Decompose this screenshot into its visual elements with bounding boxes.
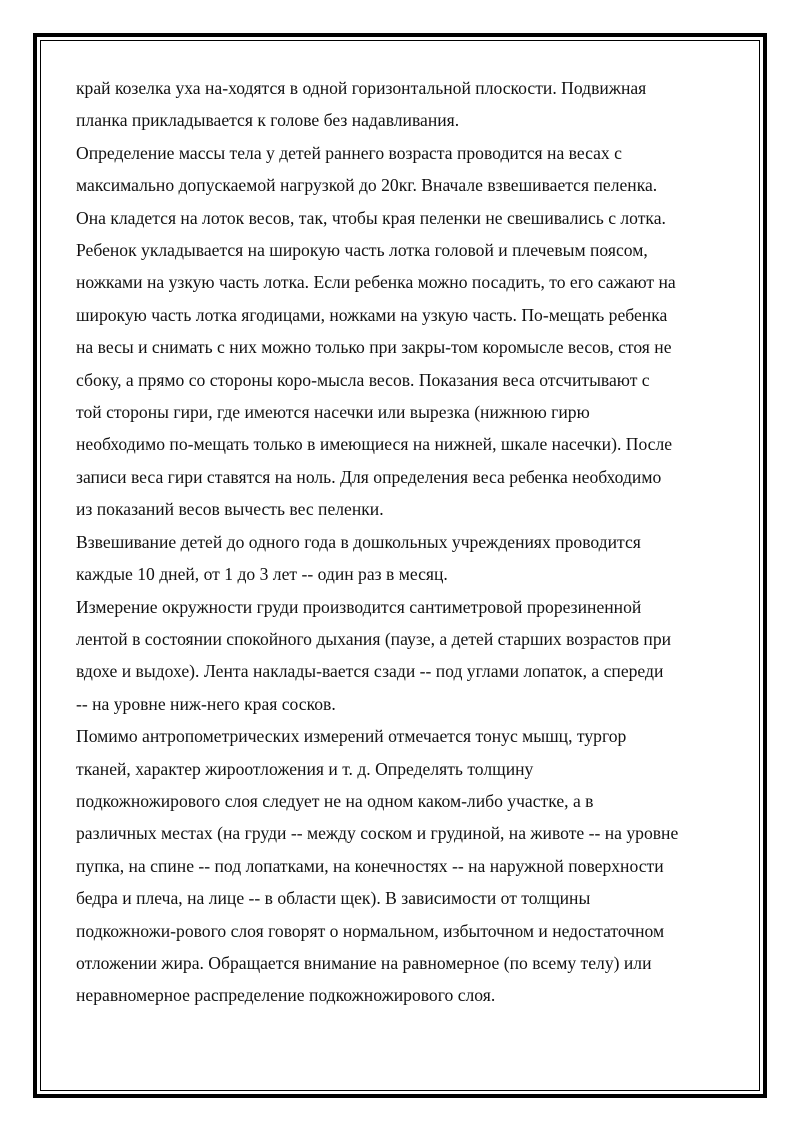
text-line: записи веса гири ставятся на ноль. Для определения веса ребенка необходимо [76,466,662,487]
text-line: тканей, характер жироотложения и т. д. Определять толщину [76,758,534,779]
text-line: лентой в состоянии спокойного дыхания (паузе, а детей старших возрастов при [76,628,672,649]
document-body [76,72,736,1012]
text-line: Ребенок укладывается на широкую часть лотка головой и плечевым поясом, [76,240,648,261]
text-line: Она кладется на лоток весов, так, чтобы края пеленки не свешивались с лотка. [76,207,666,228]
text-line: подкожножирового слоя следует не на одном каком-либо участке, а в [76,790,594,811]
text-line: пупка, на спине -- под лопатками, на конечностях -- на наружной поверхности [76,855,664,876]
text-line: Помимо антропометрических измерений отмечается тонус мышц, тургор [76,726,627,747]
text-line: Определение массы тела у детей раннего возраста проводится на весах с [76,142,622,163]
text-line: из показаний весов вычесть вес пеленки. [76,499,384,520]
text-line: широкую часть лотка ягодицами, ножками на узкую часть. По-мещать ребенка [76,304,668,325]
text-line: необходимо по-мещать только в имеющиеся на нижней, шкале насечки). После [76,434,673,455]
text-line: максимально допускаемой нагрузкой до 20кг. Вначале взвешивается пеленка. [76,175,658,196]
text-line: сбоку, а прямо со стороны коро-мысла весов. Показания веса отсчитывают с [76,369,650,390]
text-line: край козелка уха на-ходятся в одной горизонтальной плоскости. Подвижная [76,78,647,98]
text-line: Измерение окружности груди производится сантиметровой прорезиненной [76,596,642,617]
text-line: бедра и плеча, на лице -- в области щек). В зависимости от толщины [76,888,591,909]
text-line: подкожножи-рового слоя говорят о нормальном, избыточном и недостаточном [76,920,665,941]
text-line: -- на уровне ниж-него края сосков. [76,693,336,714]
text-line: Взвешивание детей до одного года в дошкольных учреждениях проводится [76,531,641,552]
text-line: различных местах (на груди -- между соском и грудиной, на животе -- на уровне [76,823,679,844]
text-line: на весы и снимать с них можно только при закры-том коромысле весов, стоя не [76,337,672,358]
text-line: той стороны гири, где имеются насечки или вырезка (нижнюю гирю [76,402,590,423]
text-line: отложении жира. Обращается внимание на равномерное (по всему телу) или [76,952,652,973]
text-line: ножками на узкую часть лотка. Если ребенка можно посадить, то его сажают на [76,272,676,293]
text-line: вдохе и выдохе). Лента наклады-вается сзади -- под углами лопаток, а спереди [76,661,664,682]
text-line: каждые 10 дней, от 1 до 3 лет -- один раз в месяц. [76,564,448,585]
text-line: планка прикладывается к голове без надавливания. [76,110,460,131]
text-line: неравномерное распределение подкожножирового слоя. [76,985,496,1006]
